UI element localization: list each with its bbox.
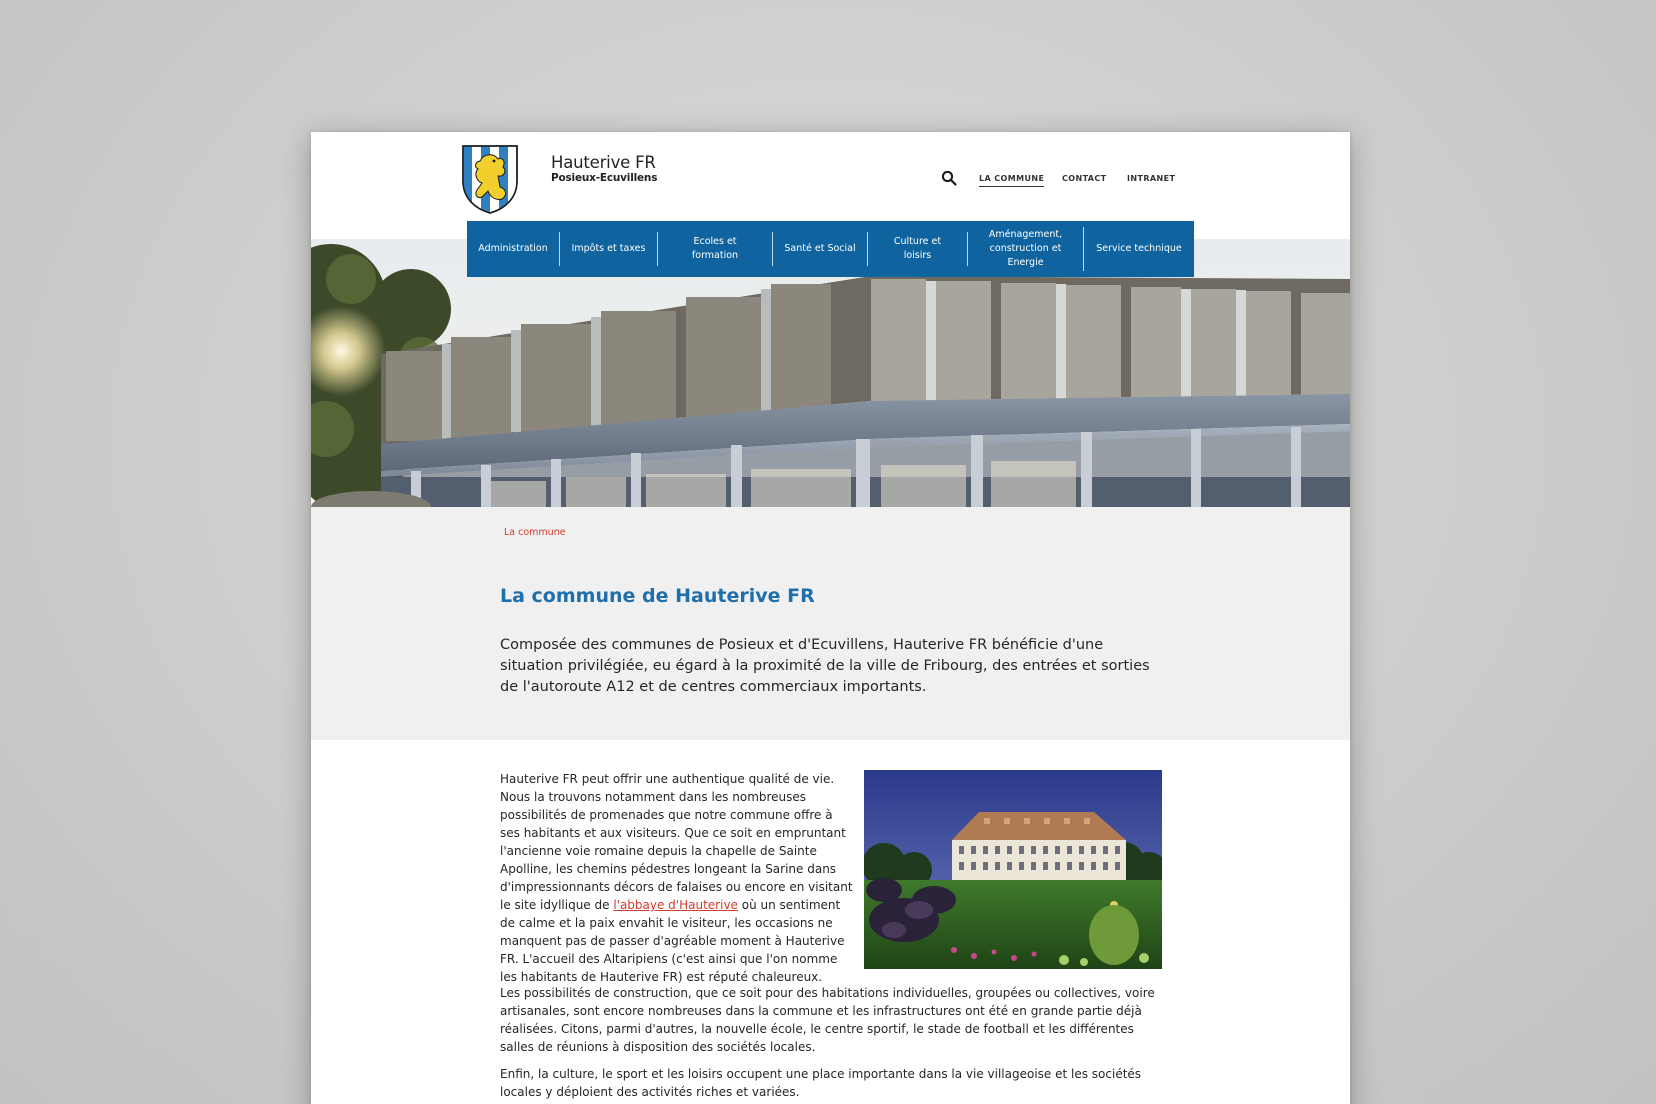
main-content bbox=[311, 740, 1350, 1104]
search-icon[interactable] bbox=[941, 170, 957, 186]
top-nav-intranet[interactable]: INTRANET bbox=[1127, 174, 1176, 183]
lead-paragraph: Composée des communes de Posieux et d'Ecuvillens, Hauterive FR bénéficie d'une situation privilégiée, eu égard à la proximité de la ville de Fribourg, des entrées et sorties de l'autoroute A12 et de centres commerciaux importants. bbox=[500, 637, 1150, 695]
top-nav-contact[interactable]: CONTACT bbox=[1062, 174, 1107, 183]
main-navigation bbox=[467, 221, 1194, 277]
paragraph-text: Hauterive FR peut offrir une authentique qualité de vie. Nous la trouvons notamment dans les nombreuses possibilités de promenades que notre commune offre à ses habitants et aux visiteurs. Que ce soit en empruntant l'ancienne voie romaine depuis la chapelle de Sainte Apolline, les chemins pédestres longeant la Sarine dans d'impressionnants décors de falaises ou encore en visitant le site idyllique de bbox=[500, 772, 853, 912]
content-paragraph-2: Les possibilités de construction, que ce soit pour des habitations individuelles, groupées ou collectives, voire artisanales, sont encore nombreuses dans la commune et les infrastructures ont été en grande partie déjà réalisées. Citons, parmi d'autres, la nouvelle école, le centre sportif, le stade de football et les différentes salles de réunions à disposition des sociétés locales. bbox=[500, 986, 1155, 1054]
nav-amenagement-energie[interactable]: Aménagement, construction et Energie bbox=[968, 227, 1084, 271]
coat-of-arms-logo[interactable] bbox=[460, 143, 520, 215]
nav-impots-taxes[interactable]: Impôts et taxes bbox=[560, 232, 658, 266]
content-paragraph-3: Enfin, la culture, le sport et les loisirs occupent une place importante dans la vie villageoise et les sociétés locales y déploient des activités riches et variées. bbox=[500, 1067, 1142, 1099]
website-page bbox=[311, 132, 1350, 1104]
page-title: La commune de Hauterive FR bbox=[500, 585, 815, 607]
intro-section bbox=[311, 507, 1350, 740]
abbey-photo bbox=[864, 770, 1162, 969]
nav-culture-loisirs[interactable]: Culture et loisirs bbox=[868, 232, 968, 266]
nav-ecoles-formation[interactable]: Ecoles et formation bbox=[658, 232, 773, 266]
hero-image bbox=[311, 239, 1350, 507]
site-subtitle: Posieux-Ecuvillens bbox=[551, 172, 658, 184]
top-nav-la-commune[interactable]: LA COMMUNE bbox=[979, 174, 1044, 187]
nav-administration[interactable]: Administration bbox=[467, 232, 560, 266]
abbaye-link[interactable]: l'abbaye d'Hauterive bbox=[613, 898, 738, 912]
paragraph-text: où un sentiment de calme et la paix envahit le visiteur, les occasions ne manquent pas de passer d'agréable moment à Hauterive FR. L'accueil des Altaripiens (c'est ainsi que l'on nomme les habitants de Hauterive FR) est réputé chaleureux. bbox=[500, 898, 845, 984]
site-title[interactable]: Hauterive FR bbox=[551, 153, 656, 172]
nav-sante-social[interactable]: Santé et Social bbox=[773, 232, 868, 266]
breadcrumb[interactable]: La commune bbox=[504, 527, 566, 538]
content-paragraph-1 bbox=[500, 770, 855, 986]
nav-service-technique[interactable]: Service technique bbox=[1096, 243, 1182, 254]
